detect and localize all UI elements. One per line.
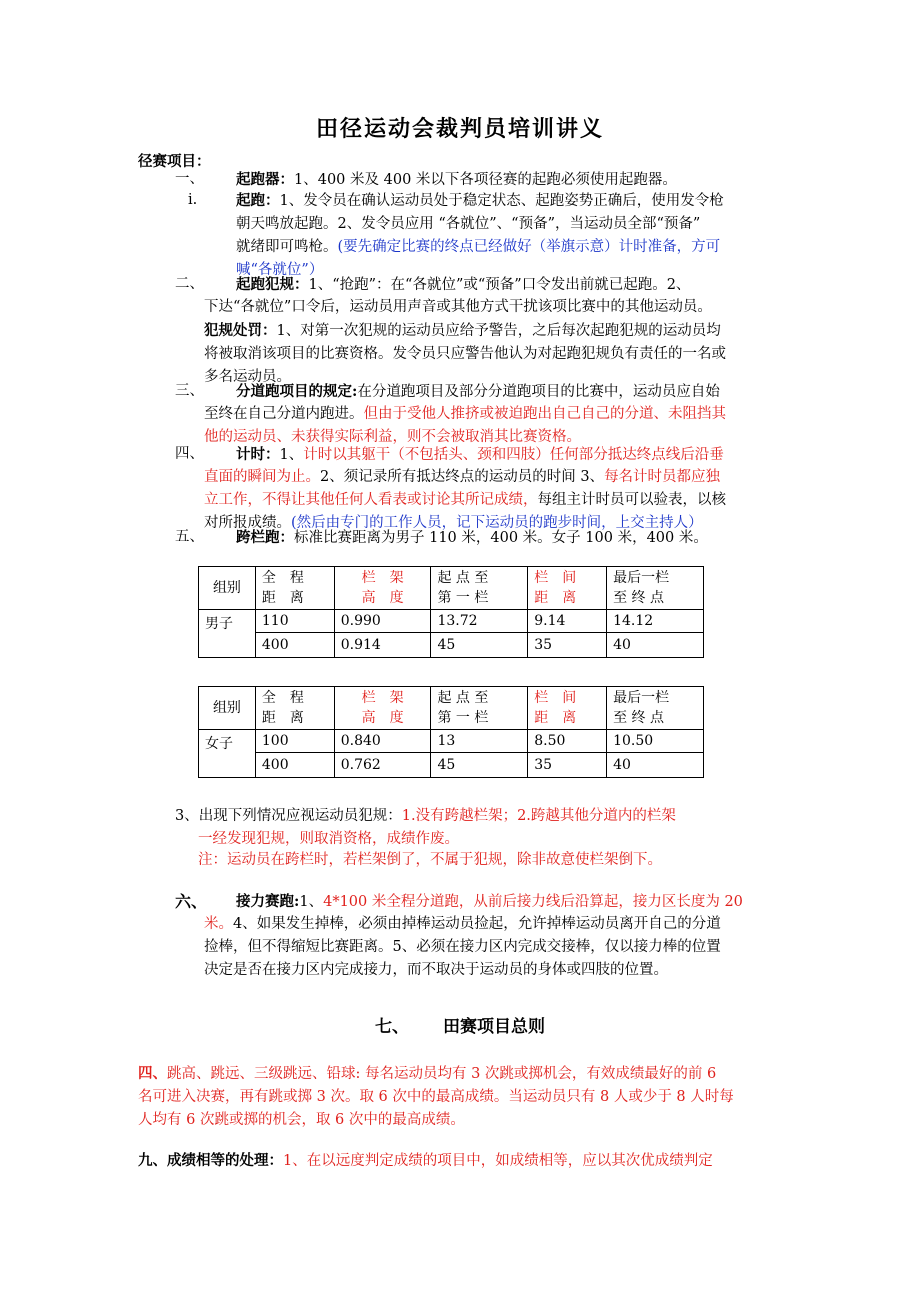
highlight-red: 立工作，不得让其他任何人看表或讨论其所记成绩， [204, 492, 538, 508]
section-label: 起跑器： [236, 171, 294, 188]
subsection-i [236, 189, 724, 282]
subsection-i-number: i. [188, 192, 198, 208]
text-line: 1、对第一次犯规的运动员应给予警告，之后每次起跑犯规的运动员均 [276, 323, 721, 339]
section-label: 分道跑项目的规定: [236, 383, 358, 400]
text-line: 1、“抢跑”：在“各就位”或“预备”口令发出前就已起跑。2、 [308, 277, 691, 293]
section-5-number: 五、 [175, 529, 204, 545]
table-cell: 0.762 [334, 753, 431, 778]
table-cell: 110 [255, 610, 334, 633]
hurdle-foul-2: 一经发现犯规，则取消资格，成绩作废。 [198, 831, 459, 847]
hurdles-table-men [198, 566, 704, 658]
text-line: 将被取消该项目的比赛资格。发令员只应警告他认为对起跑犯规负有责任的一名或 [204, 346, 726, 362]
table-cell: 40 [607, 753, 704, 778]
table-cell: 8.50 [528, 730, 607, 753]
table-cell: 0.914 [334, 633, 431, 658]
highlight-red: 但由于受他人推挤或被迫跑出自己自己的分道、未阻挡其 [363, 406, 726, 422]
text-line: 决定是否在接力区内完成接力，而不取决于运动员的身体或四肢的位置。 [204, 962, 668, 978]
text-line: 就绪即可鸣枪。 [236, 239, 338, 255]
highlight-red: 跳高、跳远、三级跳远、铅球: 每名运动员均有 3 次跳或掷机会，有效成绩最好的前 6 [167, 1066, 717, 1082]
text-line: 捡棒，但不得缩短比赛距离。5、必须在接力区内完成交接棒，仅以接力棒的位置 [204, 939, 721, 955]
section-label: 起跑犯规： [236, 276, 309, 293]
section-2-first [236, 273, 690, 297]
header-start-to-first: 起 点 至 第 一 栏 [431, 567, 528, 610]
text-line: 标准比赛距离为男子 110 米，400 米。女子 100 米，400 米。 [294, 530, 708, 546]
table-cell: 13 [431, 730, 528, 753]
header-group: 组别 [199, 567, 256, 610]
table-cell: 0.840 [334, 730, 431, 753]
table-cell: 0.990 [334, 610, 431, 633]
section-label: 跨栏跑： [236, 529, 294, 546]
highlight-red: 直面的瞬间为止。 [204, 469, 320, 485]
text-line: 1、 [279, 447, 304, 463]
table-row [199, 730, 704, 753]
text-line: 在分道跑项目及部分分道跑项目的比赛中，运动员应自始 [357, 384, 720, 400]
table-header-row [199, 687, 704, 730]
section-label: 九、成绩相等的处理： [138, 1152, 283, 1169]
highlight-red: 4*100 米全程分道跑，从前后接力线后沿算起，接力区长度为 20 [323, 894, 743, 910]
section-3-number: 三、 [175, 383, 204, 399]
section-label: 起跑： [236, 192, 280, 209]
group-cell: 女子 [199, 730, 256, 778]
header-start-to-first: 起 点 至 第 一 栏 [431, 687, 528, 730]
table-cell: 10.50 [607, 730, 704, 753]
table-cell: 35 [528, 753, 607, 778]
section-4-body [204, 466, 726, 535]
table-row [199, 610, 704, 633]
track-heading: 径赛项目： [138, 153, 211, 170]
highlight-red: 每名计时员都应独 [604, 469, 721, 485]
table-cell: 45 [431, 633, 528, 658]
highlight-red: 人均有 6 次跳或掷的机会，取 6 次中的最高成绩。 [138, 1112, 465, 1128]
text-line: 朝天鸣放起跑。2、发令员应用 “各就位”、“预备”，当运动员全部“预备” [236, 216, 701, 232]
hurdles-table-women [198, 686, 704, 778]
highlight-red: 他的运动员、未获得实际利益，则不会被取消其比赛资格。 [204, 429, 581, 445]
table-cell: 40 [607, 633, 704, 658]
highlight-red: 1.没有跨越栏架；2.跨越其他分道内的栏架 [401, 808, 676, 824]
table-cell: 400 [255, 753, 334, 778]
text-line: 1、 [299, 894, 324, 910]
field-rule-4 [138, 1062, 734, 1132]
highlight-red: 计时以其躯干（不包括头、颈和四肢）任何部分抵达终点线后沿垂 [303, 447, 724, 463]
section-1 [175, 168, 204, 191]
section-4-first [236, 443, 724, 467]
section-number: 七、 [375, 1017, 409, 1037]
text-line: 3、出现下列情况应视运动员犯规： [175, 808, 402, 824]
table-header-row [199, 567, 704, 610]
note-blue: (然后由专门的工作人员，记下运动员的跑步时间，上交主持人） [291, 515, 703, 531]
group-cell: 男子 [199, 610, 256, 658]
table-cell: 13.72 [431, 610, 528, 633]
table-row [199, 633, 704, 658]
text-line: 下达“各就位”口令后，运动员用声音或其他方式干扰该项比赛中的其他运动员。 [204, 299, 712, 315]
table-cell: 35 [528, 633, 607, 658]
header-last-to-finish: 最后一栏 至 终 点 [607, 687, 704, 730]
text-line: 2、须记录所有抵达终点的运动员的时间 3、 [320, 469, 605, 485]
header-group: 组别 [199, 687, 256, 730]
note-blue: (要先确定比赛的终点已经做好（举旗示意）计时准备，方可 [337, 239, 721, 255]
header-hurdle-spacing: 栏 间 距 离 [528, 687, 607, 730]
section-4-number: 四、 [175, 446, 204, 462]
section-title: 田赛项目总则 [443, 1017, 545, 1037]
section-3-first [236, 380, 720, 404]
page-title: 田径运动会裁判员培训讲义 [315, 116, 604, 142]
text-line: 对所报成绩。 [204, 515, 291, 531]
table-row [199, 753, 704, 778]
highlight-red: 米。 [204, 916, 233, 932]
hurdle-foul-1 [175, 805, 676, 828]
section-text: 1、400 米及 400 米以下各项径赛的起跑必须使用起跑器。 [294, 172, 677, 188]
field-events-heading [0, 1012, 920, 1037]
highlight-red: 名可进入决赛，再有跳或掷 3 次。取 6 次中的最高成绩。当运动员只有 8 人或少于 8 人时每 [138, 1089, 734, 1105]
section-number: 四、 [138, 1065, 167, 1082]
text-line: 1、发令员在确认运动员处于稳定状态、起跑姿势正确后，使用发令枪 [279, 193, 724, 209]
header-full-distance: 全 程 距 离 [255, 567, 334, 610]
section-label: 计时： [236, 446, 280, 463]
text-line: 至终在自己分道内跑进。 [204, 406, 364, 422]
section-6-body [204, 913, 721, 982]
header-hurdle-spacing: 栏 间 距 离 [528, 567, 607, 610]
highlight-red: 1、在以远度判定成绩的项目中，如成绩相等，应以其次优成绩判定 [283, 1153, 713, 1169]
section-2-number: 二、 [175, 276, 204, 292]
hurdle-foul-note: 注：运动员在跨栏时，若栏架倒了，不属于犯规，除非故意使栏架倒下。 [198, 852, 662, 868]
header-hurdle-height: 栏 架 高 度 [334, 567, 431, 610]
header-hurdle-height: 栏 架 高 度 [334, 687, 431, 730]
text-line: 4、如果发生掉棒，必须由掉棒运动员捡起，允许掉棒运动员离开自己的分道 [233, 916, 721, 932]
section-number: 一、 [175, 171, 204, 187]
table-cell: 400 [255, 633, 334, 658]
field-rule-9 [138, 1149, 713, 1173]
text-line: 多名运动员。 [204, 369, 291, 385]
section-5 [236, 526, 708, 550]
header-full-distance: 全 程 距 离 [255, 687, 334, 730]
table-cell: 9.14 [528, 610, 607, 633]
header-last-to-finish: 最后一栏 至 终 点 [607, 567, 704, 610]
section-6-number: 六、 [175, 892, 208, 911]
table-cell: 14.12 [607, 610, 704, 633]
table-cell: 45 [431, 753, 528, 778]
note-blue: 喊“各就位”） [236, 262, 324, 278]
section-label: 接力赛跑: [236, 893, 300, 910]
table-cell: 100 [255, 730, 334, 753]
section-label: 犯规处罚： [204, 322, 277, 339]
section-2-body [204, 296, 726, 389]
text-line: 每组主计时员可以验表，以核 [537, 492, 726, 508]
section-6-first [236, 890, 743, 914]
